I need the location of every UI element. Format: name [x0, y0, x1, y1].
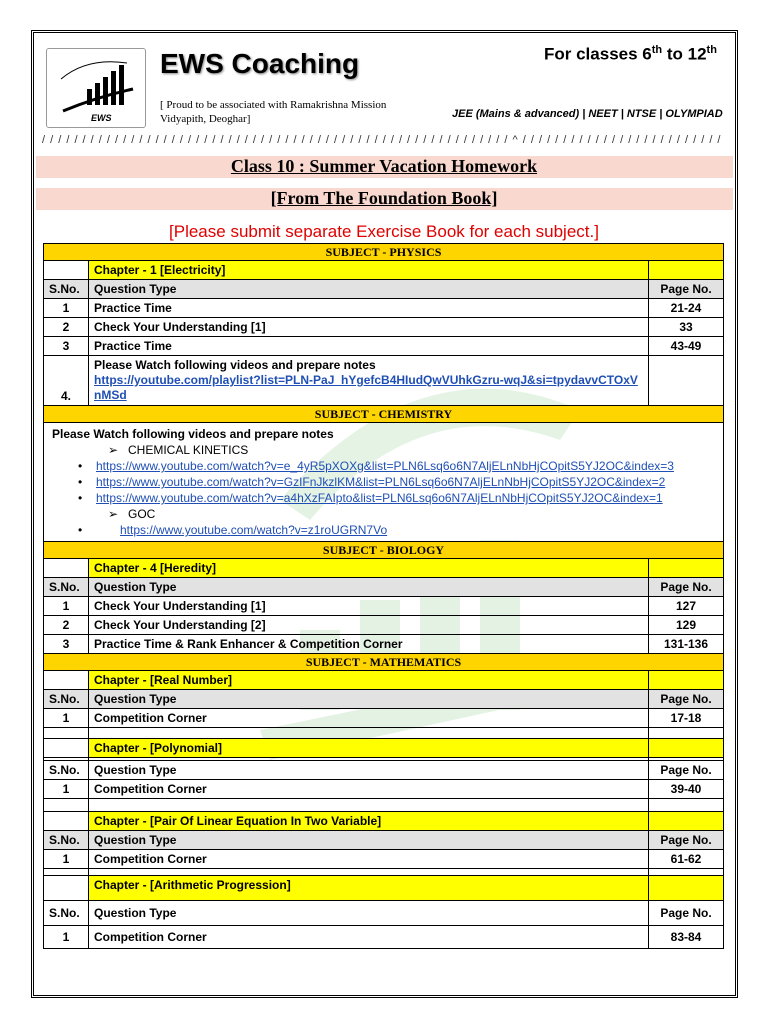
classes-range: For classes 6th to 12th	[544, 44, 717, 64]
table-row: 1 Competition Corner 39-40	[44, 780, 724, 799]
subject-row-biology: SUBJECT - BIOLOGY	[44, 542, 724, 559]
table-row: 1 Competition Corner 17-18	[44, 709, 724, 728]
brand-tagline: [ Proud to be associated with Ramakrishna Mission Vidyapith, Deoghar]	[160, 99, 387, 125]
playlist-link[interactable]: https://youtube.com/playlist?list=PLN-PaJ_hYgefcB4HIudQwVUhkGzru-wqJ&si=tpydavvCTOxVnMSd	[94, 373, 638, 402]
chapter-label: Chapter - 4 [Heredity]	[89, 559, 649, 578]
table-row: 1 Competition Corner 83-84	[44, 926, 724, 949]
list-item	[52, 522, 715, 538]
subject-row-chemistry: SUBJECT - CHEMISTRY	[44, 406, 724, 423]
video-link[interactable]: https://www.youtube.com/watch?v=e_4yR5pXOXg&list=PLN6Lsq6o6N7AljELnNbHjCOpitS5YJ2OC&index=3	[96, 459, 674, 473]
list-item	[52, 474, 715, 490]
chemistry-content-row	[44, 423, 724, 542]
column-header-row: S.No. Question Type Page No.	[44, 280, 724, 299]
column-header-row: S.No. Question Type Page No.	[44, 578, 724, 597]
video-instruction: Please Watch following videos and prepare notes	[52, 427, 334, 441]
chapter-row	[44, 876, 724, 901]
list-item	[52, 490, 715, 506]
page-title: Class 10 : Summer Vacation Homework	[230, 156, 538, 176]
chapter-label: Chapter - [Real Number]	[89, 671, 649, 690]
table-row: 1 Competition Corner 61-62	[44, 850, 724, 869]
video-link[interactable]: https://www.youtube.com/watch?v=z1roUGRN7Vo	[120, 523, 388, 537]
ews-logo	[46, 48, 146, 128]
chapter-label: Chapter - 1 [Electricity]	[89, 261, 649, 280]
subject-row-mathematics: SUBJECT - MATHEMATICS	[44, 654, 724, 671]
bar-chart-logo-icon	[47, 49, 147, 129]
page-subtitle: [From The Foundation Book]	[270, 188, 498, 208]
subject-row-physics: SUBJECT - PHYSICS	[44, 244, 724, 261]
chapter-label: Chapter - [Arithmetic Progression]	[89, 876, 649, 901]
homework-table	[43, 243, 724, 949]
video-link[interactable]: https://www.youtube.com/watch?v=a4hXzFAIpto&list=PLN6Lsq6o6N7AljELnNbHjCOpitS5YJ2OC&index=1	[96, 491, 663, 505]
table-row: 1 Check Your Understanding [1] 127	[44, 597, 724, 616]
chapter-row	[44, 671, 724, 690]
header-divider: / / / / / / / / / / / / / / / / / / / / / / / / / / / / / / / / / / / / / / / / / / / / / / / / / / / / / / / / / / ^ / / / / / / / / / / / / / / / / / / / / / / / / /	[42, 134, 722, 146]
topic-label: ➢ GOC	[52, 506, 715, 522]
table-row: 3 Practice Time 43-49	[44, 337, 724, 356]
exam-list: JEE (Mains & advanced) | NEET | NTSE | OLYMPIAD	[452, 108, 723, 120]
list-item	[52, 458, 715, 474]
svg-text:EWS: EWS	[91, 113, 112, 123]
chapter-row	[44, 739, 724, 758]
column-header-row: S.No. Question Type Page No.	[44, 761, 724, 780]
table-row: 3 Practice Time & Rank Enhancer & Competition Corner 131-136	[44, 635, 724, 654]
video-link[interactable]: https://www.youtube.com/watch?v=GzIFnJkzlKM&list=PLN6Lsq6o6N7AljELnNbHjCOpitS5YJ2OC&index=2	[96, 475, 666, 489]
spacer-row	[44, 869, 724, 876]
chapter-label: Chapter - [Polynomial]	[89, 739, 649, 758]
chapter-row	[44, 261, 724, 280]
spacer-row	[44, 728, 724, 739]
chapter-row	[44, 559, 724, 578]
table-row: 2 Check Your Understanding [2] 129	[44, 616, 724, 635]
brand-title: EWS Coaching	[160, 48, 360, 79]
column-header-row: S.No. Question Type Page No.	[44, 831, 724, 850]
chapter-label: Chapter - [Pair Of Linear Equation In Two Variable]	[89, 812, 649, 831]
table-row: 4. Please Watch following videos and prepare notes https://youtube.com/playlist?list=PLN-PaJ_hYgefcB4HIudQwVUhkGzru-wqJ&si=tpydavvCTOxVnMSd	[44, 356, 724, 406]
chapter-row	[44, 812, 724, 831]
spacer-row	[44, 799, 724, 812]
topic-label: ➢ CHEMICAL KINETICS	[52, 442, 715, 458]
video-instruction: Please Watch following videos and prepare notes	[94, 358, 376, 372]
table-row: 2 Check Your Understanding [1] 33	[44, 318, 724, 337]
column-header-row: S.No. Question Type Page No.	[44, 901, 724, 926]
table-row: 1 Practice Time 21-24	[44, 299, 724, 318]
submission-note: [Please submit separate Exercise Book for each subject.]	[169, 222, 599, 241]
column-header-row: S.No. Question Type Page No.	[44, 690, 724, 709]
